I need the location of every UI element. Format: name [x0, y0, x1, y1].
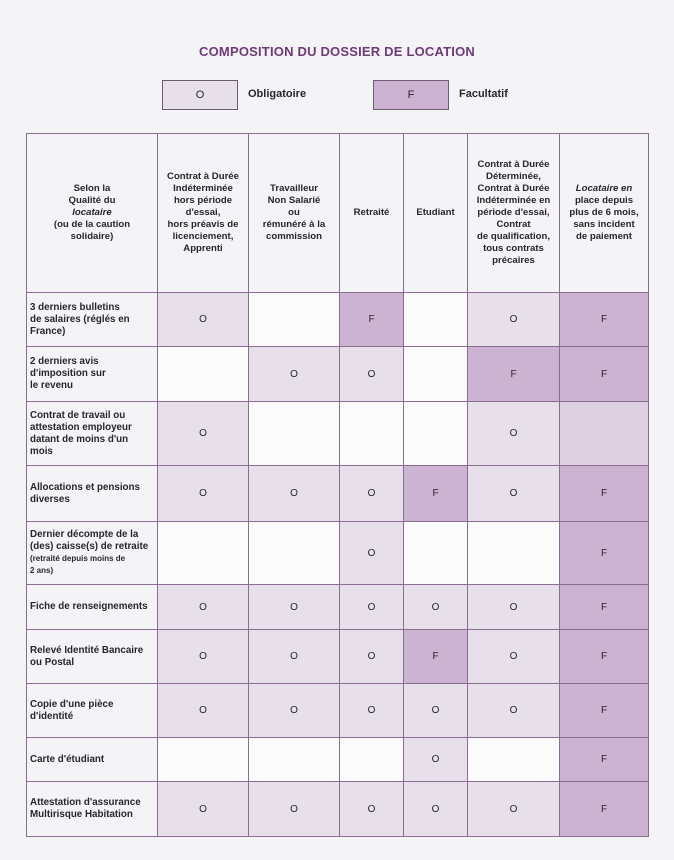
requirement-cell: O: [340, 585, 404, 630]
requirement-cell: [404, 522, 468, 585]
legend-facultatif-swatch: [373, 80, 449, 110]
requirement-cell: [249, 402, 340, 466]
requirement-cell: [340, 402, 404, 466]
requirement-cell: O: [158, 684, 249, 738]
header-etudiant: Etudiant: [404, 134, 468, 293]
requirement-cell: O: [249, 684, 340, 738]
requirement-cell: [468, 522, 560, 585]
requirement-cell: O: [158, 293, 249, 347]
requirement-cell: O: [249, 347, 340, 402]
requirement-cell: F: [404, 630, 468, 684]
requirement-cell: O: [340, 684, 404, 738]
requirement-cell: F: [560, 293, 649, 347]
row-label: 3 derniers bulletins de salaires (réglés en France): [27, 293, 158, 347]
requirement-cell: O: [249, 782, 340, 837]
row-label: Dernier décompte de la (des) caisse(s) de retraite (retraité depuis moins de 2 ans): [27, 522, 158, 585]
requirement-cell: O: [468, 466, 560, 522]
requirement-cell: [404, 347, 468, 402]
table-row: [27, 522, 649, 585]
requirement-cell: [158, 738, 249, 782]
requirement-cell: O: [404, 738, 468, 782]
requirement-cell: [249, 738, 340, 782]
requirement-cell: F: [560, 585, 649, 630]
requirement-cell: O: [468, 585, 560, 630]
requirement-cell: O: [404, 684, 468, 738]
legend-facultatif-label: Facultatif: [459, 88, 508, 100]
requirement-cell: F: [560, 630, 649, 684]
table-row: [27, 585, 649, 630]
requirement-cell: O: [404, 782, 468, 837]
requirement-cell: O: [340, 347, 404, 402]
requirement-cell: F: [560, 347, 649, 402]
requirement-cell: [340, 738, 404, 782]
table-row: [27, 402, 649, 466]
requirement-cell: O: [468, 293, 560, 347]
row-label: Copie d'une pièce d'identité: [27, 684, 158, 738]
legend-obligatoire-label: Obligatoire: [248, 88, 307, 100]
row-label: Contrat de travail ou attestation employeur datant de moins d'un mois: [27, 402, 158, 466]
requirement-cell: O: [340, 630, 404, 684]
requirement-cell: O: [249, 466, 340, 522]
table-row: [27, 293, 649, 347]
requirement-cell: [404, 402, 468, 466]
requirement-cell: F: [340, 293, 404, 347]
requirement-cell: F: [404, 466, 468, 522]
legend-facultatif-symbol: F: [407, 89, 415, 101]
requirement-cell: F: [560, 782, 649, 837]
requirement-cell: F: [560, 522, 649, 585]
header-retraite: Retraité: [340, 134, 404, 293]
header-cdi: Contrat à Durée Indéterminée hors période d'essai, hors préavis de licenciement, Apprenti: [158, 134, 249, 293]
requirement-cell: F: [560, 684, 649, 738]
row-label: Attestation d'assurance Multirisque Habitation: [27, 782, 158, 837]
table-row: [27, 466, 649, 522]
row-label: Relevé Identité Bancaire ou Postal: [27, 630, 158, 684]
row-label: Carte d'étudiant: [27, 738, 158, 782]
requirement-cell: [158, 347, 249, 402]
page-title: COMPOSITION DU DOSSIER DE LOCATION: [199, 44, 475, 59]
requirement-cell: F: [560, 738, 649, 782]
legend-obligatoire-symbol: O: [195, 89, 205, 101]
header-quality: Selon la Qualité du locataire (ou de la caution solidaire): [27, 134, 158, 293]
requirement-cell: F: [468, 347, 560, 402]
table-row: [27, 684, 649, 738]
requirement-cell: O: [468, 684, 560, 738]
requirement-cell: O: [249, 585, 340, 630]
requirement-cell: O: [468, 402, 560, 466]
header-row: [27, 134, 649, 293]
requirement-cell: O: [158, 782, 249, 837]
requirement-cell: [404, 293, 468, 347]
requirement-cell: O: [340, 466, 404, 522]
header-cdd: Contrat à Durée Déterminée, Contrat à Durée Indéterminée en période d'essai, Contrat de qualification, tous contrats précaires: [468, 134, 560, 293]
table-row: [27, 630, 649, 684]
requirement-cell: O: [249, 630, 340, 684]
requirement-cell: O: [404, 585, 468, 630]
requirement-cell: [560, 402, 649, 466]
header-locataire-en-place: Locataire en place depuis plus de 6 mois, sans incident de paiement: [560, 134, 649, 293]
requirement-cell: O: [158, 402, 249, 466]
requirement-cell: O: [468, 782, 560, 837]
requirement-cell: [158, 522, 249, 585]
requirement-cell: O: [158, 585, 249, 630]
table-row: [27, 347, 649, 402]
table-row: [27, 782, 649, 837]
row-label: Fiche de renseignements: [27, 585, 158, 630]
requirement-cell: [249, 522, 340, 585]
legend-obligatoire-swatch: [162, 80, 238, 110]
requirement-cell: O: [340, 782, 404, 837]
requirement-cell: O: [158, 466, 249, 522]
row-label: 2 derniers avis d'imposition sur le revenu: [27, 347, 158, 402]
requirement-cell: O: [468, 630, 560, 684]
table-row: [27, 738, 649, 782]
row-label: Allocations et pensions diverses: [27, 466, 158, 522]
requirements-table: [26, 133, 649, 837]
requirement-cell: O: [340, 522, 404, 585]
header-tns: Travailleur Non Salarié ou rémunéré à la commission: [249, 134, 340, 293]
requirement-cell: [468, 738, 560, 782]
requirement-cell: F: [560, 466, 649, 522]
requirement-cell: O: [158, 630, 249, 684]
requirement-cell: [249, 293, 340, 347]
